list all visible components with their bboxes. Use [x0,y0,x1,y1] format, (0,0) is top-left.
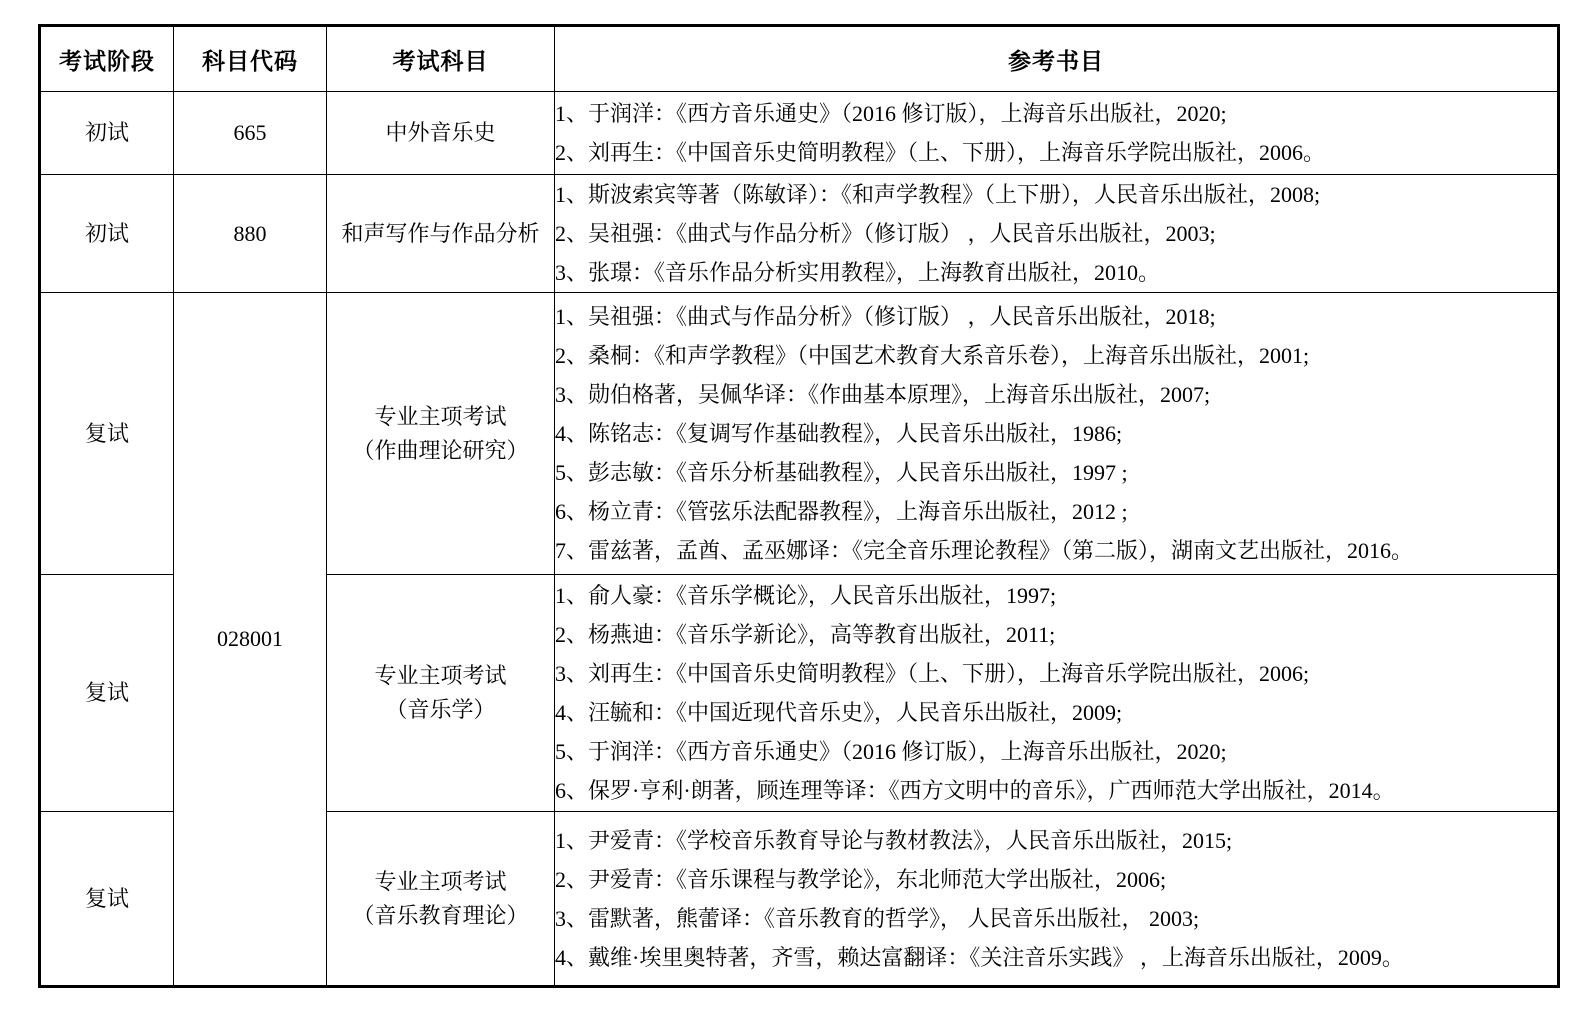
books-cell [555,92,1559,175]
table-row [40,175,1559,293]
stage-cell: 复试 [40,575,174,812]
books-cell [555,293,1559,575]
book-item: 2、吴祖强：《曲式与作品分析》（修订版） ，人民音乐出版社，2003; [555,221,1216,246]
stage-cell: 初试 [40,92,174,175]
book-item: 5、于润洋：《西方音乐通史》（2016 修订版），上海音乐出版社，2020; [555,739,1227,764]
book-item: 6、保罗·亨利·朗著，顾连理等译：《西方文明中的音乐》，广西师范大学出版社，2014。 [555,778,1395,803]
subject-cell [327,92,555,175]
book-item: 2、杨燕迪：《音乐学新论》，高等教育出版社，2011; [555,622,1056,647]
book-item: 1、吴祖强：《曲式与作品分析》（修订版） ，人民音乐出版社，2018; [555,304,1216,329]
book-item: 6、杨立青：《管弦乐法配器教程》，上海音乐出版社，2012 ; [555,499,1128,524]
code-cell: 028001 [174,293,327,987]
books-cell [555,575,1559,812]
book-item: 2、桑桐：《和声学教程》（中国艺术教育大系音乐卷），上海音乐出版社，2001; [555,343,1310,368]
header-reference-books: 参考书目 [555,26,1559,92]
book-item: 2、刘再生：《中国音乐史简明教程》（上、下册），上海音乐学院出版社，2006。 [555,140,1326,165]
table-row [40,92,1559,175]
subject-line: 和声写作与作品分析 [341,220,540,246]
book-item: 1、尹爱青：《学校音乐教育导论与教材教法》，人民音乐出版社，2015; [555,827,1233,853]
books-cell [555,175,1559,293]
stage-cell: 初试 [40,175,174,293]
subject-line: （作曲理论研究） [352,437,529,463]
subject-cell [327,575,555,812]
subject-line: （音乐学） [385,697,496,722]
books-cell [555,812,1559,987]
subject-cell [327,175,555,293]
subject-cell [327,293,555,575]
book-item: 1、俞人豪：《音乐学概论》，人民音乐出版社，1997; [555,583,1057,608]
table-header-row [40,26,1559,92]
header-subject-code: 科目代码 [174,26,327,92]
book-item: 5、彭志敏：《音乐分析基础教程》，人民音乐出版社，1997 ; [555,460,1128,485]
table-row [40,293,1559,575]
stage-cell: 复试 [40,293,174,575]
book-item: 2、尹爱青：《音乐课程与教学论》，东北师范大学出版社，2006; [555,866,1167,892]
book-item: 4、汪毓和：《中国近现代音乐史》，人民音乐出版社，2009; [555,700,1123,725]
subject-line: 专业主项考试 [374,403,507,429]
header-exam-subject: 考试科目 [327,26,555,92]
book-item: 1、于润洋：《西方音乐通史》（2016 修订版），上海音乐出版社，2020; [555,101,1227,126]
subject-line: （音乐教育理论） [352,902,529,928]
subject-cell [327,812,555,987]
book-item: 4、戴维·埃里奥特著，齐雪，赖达富翻译：《关注音乐实践》 ，上海音乐出版社，2009。 [555,944,1404,970]
book-item: 3、勋伯格著，吴佩华译：《作曲基本原理》，上海音乐出版社，2007; [555,382,1211,407]
book-item: 3、雷默著，熊蕾译：《音乐教育的哲学》， 人民音乐出版社， 2003; [555,905,1200,931]
subject-line: 专业主项考试 [374,868,507,894]
book-item: 3、张璟：《音乐作品分析实用教程》，上海教育出版社，2010。 [555,260,1161,285]
subject-line: 专业主项考试 [374,663,507,688]
stage-cell: 复试 [40,812,174,987]
book-item: 3、刘再生：《中国音乐史简明教程》（上、下册），上海音乐学院出版社，2006; [555,661,1310,686]
code-cell: 665 [174,92,327,175]
header-exam-stage: 考试阶段 [40,26,174,92]
subject-line: 中外音乐史 [385,120,496,145]
book-item: 7、雷兹著，孟酋、孟巫娜译：《完全音乐理论教程》（第二版），湖南文艺出版社，2016。 [555,538,1414,563]
book-item: 1、斯波索宾等著（陈敏译）：《和声学教程》（上下册），人民音乐出版社，2008; [555,182,1321,207]
code-cell: 880 [174,175,327,293]
book-item: 4、陈铭志：《复调写作基础教程》，人民音乐出版社，1986; [555,421,1123,446]
exam-reference-table [38,24,1560,988]
